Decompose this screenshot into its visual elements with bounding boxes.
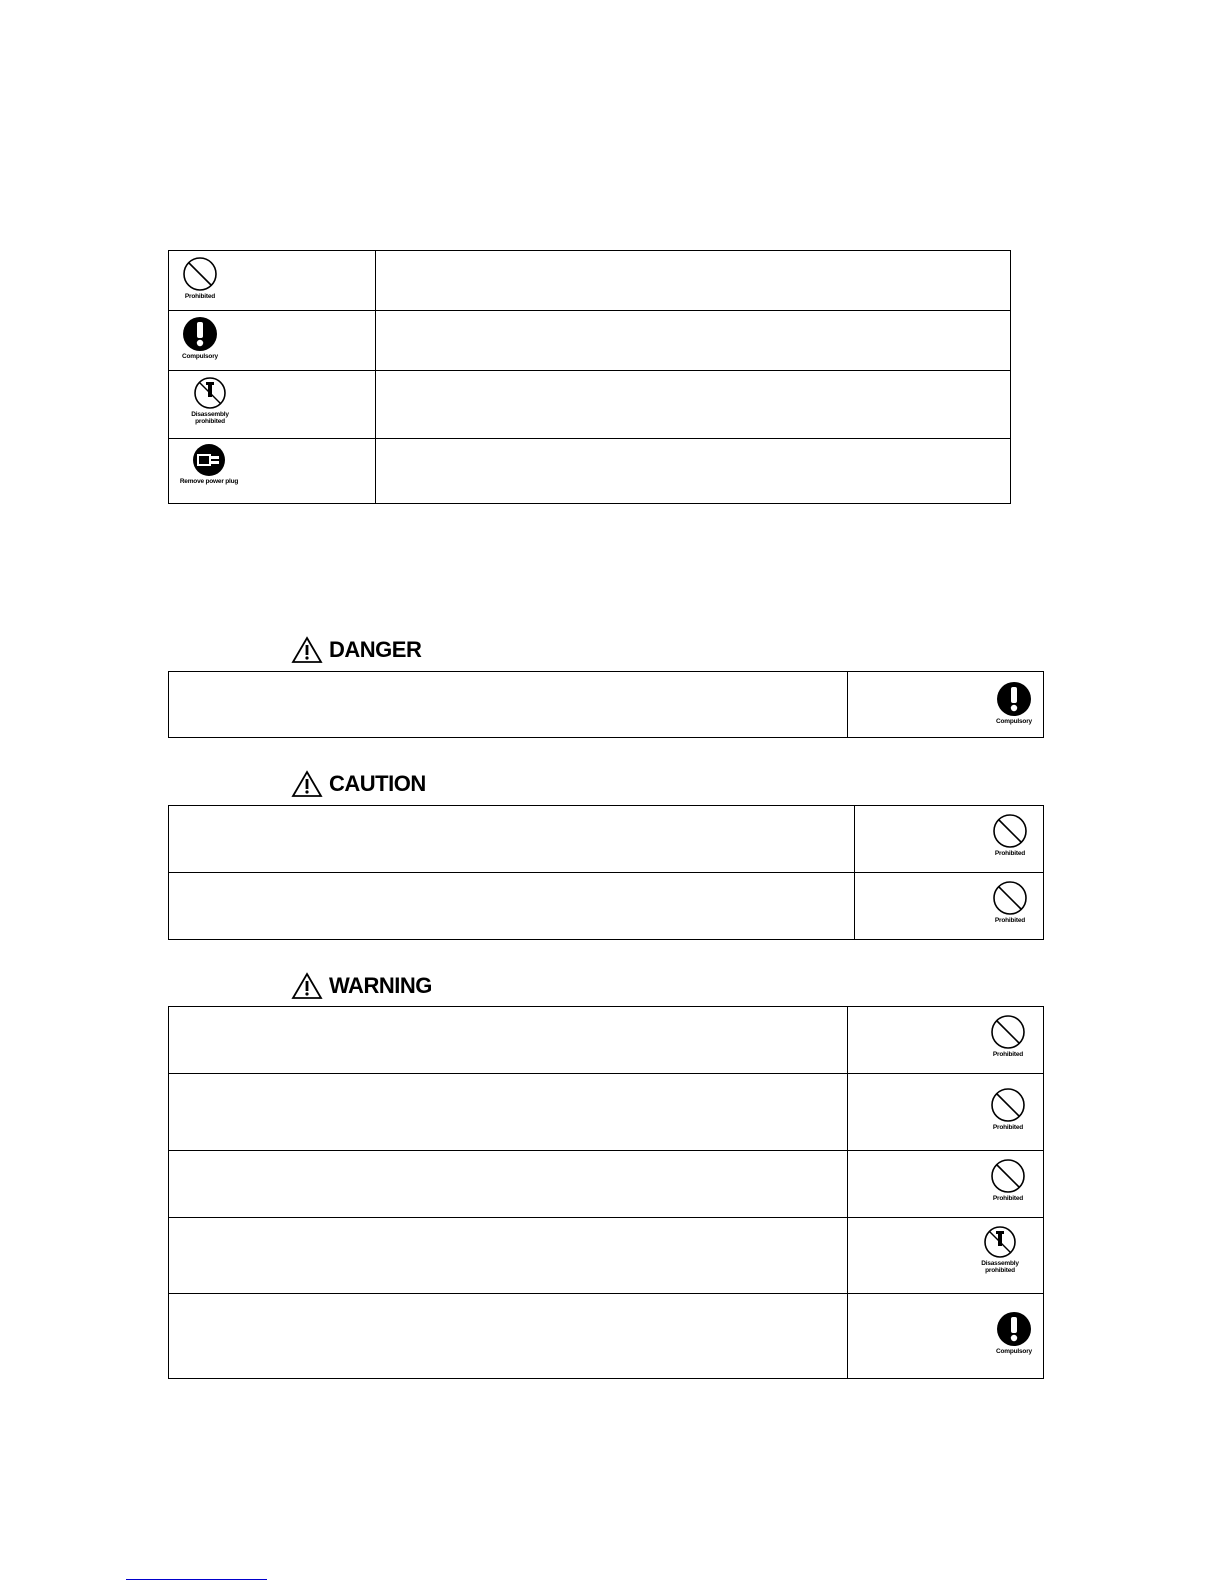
symbol-legend-table xyxy=(168,250,1011,504)
caution-row xyxy=(169,873,1044,940)
legend-description xyxy=(376,439,1011,504)
compulsory-icon xyxy=(995,680,1033,725)
icon-caption: Prohibited xyxy=(992,1124,1024,1131)
icon-caption: Disassembly prohibited xyxy=(981,1260,1019,1274)
prohibited-icon xyxy=(991,812,1029,857)
danger-text-cell xyxy=(169,672,848,738)
remove-power-plug-icon xyxy=(179,442,239,485)
legend-symbol-cell xyxy=(169,311,376,371)
legend-symbol-cell xyxy=(169,371,376,439)
warning-row xyxy=(169,1218,1044,1294)
caution-text-cell xyxy=(169,873,855,940)
warning-triangle-icon xyxy=(291,972,323,1000)
warning-title: WARNING xyxy=(329,973,432,998)
danger-heading xyxy=(291,636,421,664)
warning-symbol-cell xyxy=(848,1074,1044,1151)
warning-symbol-cell xyxy=(848,1218,1044,1294)
warning-row xyxy=(169,1007,1044,1074)
prohibited-icon xyxy=(989,1157,1027,1202)
caution-symbol-cell xyxy=(855,873,1044,940)
warning-triangle-icon xyxy=(291,770,323,798)
footnote-separator xyxy=(126,1579,267,1580)
icon-caption: Prohibited xyxy=(184,293,216,300)
danger-title: DANGER xyxy=(329,637,422,662)
legend-description xyxy=(376,371,1011,439)
icon-caption: Compulsory xyxy=(996,718,1032,725)
warning-text-cell xyxy=(169,1074,848,1151)
legend-symbol-cell xyxy=(169,251,376,311)
caution-table xyxy=(168,805,1044,940)
prohibited-icon xyxy=(989,1086,1027,1131)
warning-triangle-icon xyxy=(291,636,323,664)
prohibited-icon xyxy=(181,255,219,300)
warning-symbol-cell xyxy=(848,1007,1044,1074)
icon-caption: Compulsory xyxy=(996,1348,1032,1355)
warning-text-cell xyxy=(169,1218,848,1294)
disassembly-prohibited-icon xyxy=(177,375,243,425)
prohibited-icon xyxy=(991,879,1029,924)
icon-caption: Remove power plug xyxy=(179,478,239,485)
warning-row xyxy=(169,1294,1044,1379)
warning-row xyxy=(169,1074,1044,1151)
legend-row xyxy=(169,439,1011,504)
legend-symbol-cell xyxy=(169,439,376,504)
danger-symbol-cell xyxy=(848,672,1044,738)
icon-caption: Prohibited xyxy=(994,917,1026,924)
legend-row xyxy=(169,251,1011,311)
compulsory-icon xyxy=(995,1310,1033,1355)
legend-description xyxy=(376,311,1011,371)
legend-description xyxy=(376,251,1011,311)
warning-row xyxy=(169,1151,1044,1218)
icon-caption: Prohibited xyxy=(992,1195,1024,1202)
warning-symbol-cell xyxy=(848,1151,1044,1218)
caution-text-cell xyxy=(169,806,855,873)
danger-table xyxy=(168,671,1044,738)
disassembly-prohibited-icon xyxy=(967,1224,1033,1274)
icon-caption: Prohibited xyxy=(992,1051,1024,1058)
warning-text-cell xyxy=(169,1294,848,1379)
compulsory-icon xyxy=(181,315,219,360)
warning-symbol-cell xyxy=(848,1294,1044,1379)
icon-caption: Compulsory xyxy=(182,353,218,360)
legend-row xyxy=(169,311,1011,371)
warning-text-cell xyxy=(169,1007,848,1074)
danger-row xyxy=(169,672,1044,738)
icon-caption: Prohibited xyxy=(994,850,1026,857)
caution-heading xyxy=(291,770,426,798)
warning-heading xyxy=(291,972,432,1000)
warning-text-cell xyxy=(169,1151,848,1218)
prohibited-icon xyxy=(989,1013,1027,1058)
caution-row xyxy=(169,806,1044,873)
caution-symbol-cell xyxy=(855,806,1044,873)
caution-title: CAUTION xyxy=(329,771,426,796)
legend-row xyxy=(169,371,1011,439)
icon-caption: Disassembly prohibited xyxy=(191,411,229,425)
warning-table xyxy=(168,1006,1044,1379)
